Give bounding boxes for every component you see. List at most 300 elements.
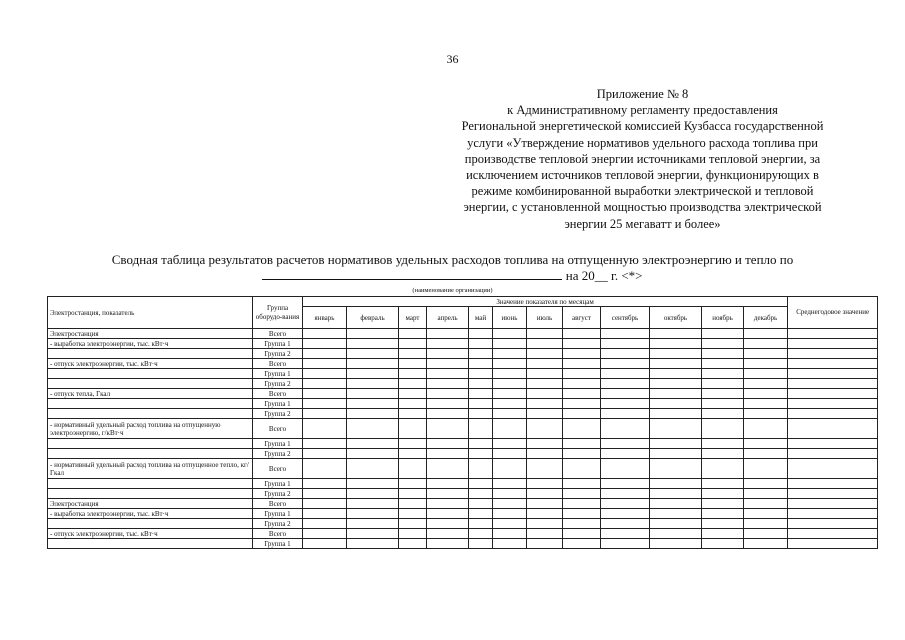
month-value-cell bbox=[527, 489, 563, 499]
average-value-cell bbox=[788, 359, 878, 369]
table-row bbox=[48, 489, 878, 499]
month-value-cell bbox=[744, 499, 788, 509]
indicator-cell bbox=[48, 479, 253, 489]
month-value-cell bbox=[493, 359, 527, 369]
table-row bbox=[48, 509, 878, 519]
table-row bbox=[48, 419, 878, 439]
month-value-cell bbox=[744, 489, 788, 499]
header-month: октябрь bbox=[650, 307, 702, 329]
month-value-cell bbox=[427, 509, 469, 519]
month-value-cell bbox=[399, 439, 427, 449]
appendix-line: Приложение № 8 bbox=[596, 87, 689, 101]
month-value-cell bbox=[563, 339, 601, 349]
month-value-cell bbox=[427, 329, 469, 339]
month-value-cell bbox=[347, 519, 399, 529]
month-value-cell bbox=[427, 409, 469, 419]
appendix-header bbox=[420, 86, 865, 232]
month-value-cell bbox=[469, 439, 493, 449]
month-value-cell bbox=[303, 369, 347, 379]
month-value-cell bbox=[601, 409, 650, 419]
average-value-cell bbox=[788, 339, 878, 349]
header-month: июль bbox=[527, 307, 563, 329]
month-value-cell bbox=[744, 399, 788, 409]
group-cell: Группа 1 bbox=[253, 479, 303, 489]
month-value-cell bbox=[493, 449, 527, 459]
month-value-cell bbox=[493, 509, 527, 519]
month-value-cell bbox=[702, 439, 744, 449]
group-cell: Группа 2 bbox=[253, 489, 303, 499]
month-value-cell bbox=[601, 339, 650, 349]
month-value-cell bbox=[399, 359, 427, 369]
month-value-cell bbox=[399, 329, 427, 339]
month-value-cell bbox=[650, 539, 702, 549]
month-value-cell bbox=[347, 459, 399, 479]
month-value-cell bbox=[650, 489, 702, 499]
month-value-cell bbox=[469, 339, 493, 349]
appendix-line: исключением источников тепловой энергии, функционирующих в bbox=[466, 168, 819, 183]
month-value-cell bbox=[744, 479, 788, 489]
month-value-cell bbox=[650, 339, 702, 349]
month-value-cell bbox=[427, 499, 469, 509]
month-value-cell bbox=[527, 439, 563, 449]
month-value-cell bbox=[347, 329, 399, 339]
month-value-cell bbox=[493, 379, 527, 389]
month-value-cell bbox=[399, 519, 427, 529]
average-value-cell bbox=[788, 489, 878, 499]
month-value-cell bbox=[347, 409, 399, 419]
month-value-cell bbox=[563, 449, 601, 459]
month-value-cell bbox=[347, 439, 399, 449]
month-value-cell bbox=[563, 409, 601, 419]
month-value-cell bbox=[702, 449, 744, 459]
month-value-cell bbox=[702, 519, 744, 529]
month-value-cell bbox=[427, 539, 469, 549]
month-value-cell bbox=[427, 529, 469, 539]
indicator-cell bbox=[48, 449, 253, 459]
month-value-cell bbox=[527, 419, 563, 439]
indicator-cell: - отпуск электроэнергии, тыс. кВт·ч bbox=[48, 529, 253, 539]
month-value-cell bbox=[493, 369, 527, 379]
month-value-cell bbox=[702, 339, 744, 349]
month-value-cell bbox=[493, 479, 527, 489]
month-value-cell bbox=[427, 339, 469, 349]
header-month: сентябрь bbox=[601, 307, 650, 329]
month-value-cell bbox=[601, 349, 650, 359]
month-value-cell bbox=[469, 449, 493, 459]
month-value-cell bbox=[702, 479, 744, 489]
month-value-cell bbox=[399, 389, 427, 399]
indicator-cell bbox=[48, 439, 253, 449]
month-value-cell bbox=[399, 409, 427, 419]
group-cell: Группа 2 bbox=[253, 379, 303, 389]
indicator-cell bbox=[48, 369, 253, 379]
month-value-cell bbox=[601, 499, 650, 509]
month-value-cell bbox=[527, 359, 563, 369]
month-value-cell bbox=[347, 449, 399, 459]
indicator-cell: - выработка электроэнергии, тыс. кВт·ч bbox=[48, 509, 253, 519]
header-average: Среднегодовое значение bbox=[788, 297, 878, 329]
month-value-cell bbox=[347, 489, 399, 499]
month-value-cell bbox=[303, 439, 347, 449]
month-value-cell bbox=[493, 349, 527, 359]
month-value-cell bbox=[702, 499, 744, 509]
month-value-cell bbox=[427, 359, 469, 369]
average-value-cell bbox=[788, 519, 878, 529]
header-month: март bbox=[399, 307, 427, 329]
group-cell: Всего bbox=[253, 389, 303, 399]
indicator-cell bbox=[48, 539, 253, 549]
month-value-cell bbox=[399, 349, 427, 359]
month-value-cell bbox=[527, 529, 563, 539]
month-value-cell bbox=[527, 509, 563, 519]
table-row bbox=[48, 349, 878, 359]
month-value-cell bbox=[744, 509, 788, 519]
month-value-cell bbox=[601, 399, 650, 409]
group-cell: Группа 2 bbox=[253, 349, 303, 359]
month-value-cell bbox=[469, 509, 493, 519]
month-value-cell bbox=[493, 499, 527, 509]
month-value-cell bbox=[563, 459, 601, 479]
table-row bbox=[48, 529, 878, 539]
table-row bbox=[48, 329, 878, 339]
table-row bbox=[48, 409, 878, 419]
month-value-cell bbox=[744, 369, 788, 379]
month-value-cell bbox=[303, 499, 347, 509]
header-month: февраль bbox=[347, 307, 399, 329]
month-value-cell bbox=[702, 459, 744, 479]
month-value-cell bbox=[469, 379, 493, 389]
month-value-cell bbox=[303, 519, 347, 529]
month-value-cell bbox=[744, 389, 788, 399]
month-value-cell bbox=[702, 419, 744, 439]
month-value-cell bbox=[469, 479, 493, 489]
month-value-cell bbox=[303, 479, 347, 489]
average-value-cell bbox=[788, 499, 878, 509]
month-value-cell bbox=[469, 459, 493, 479]
month-value-cell bbox=[399, 369, 427, 379]
group-cell: Группа 1 bbox=[253, 339, 303, 349]
month-value-cell bbox=[399, 459, 427, 479]
month-value-cell bbox=[527, 329, 563, 339]
month-value-cell bbox=[650, 509, 702, 519]
month-value-cell bbox=[427, 399, 469, 409]
table-row bbox=[48, 519, 878, 529]
month-value-cell bbox=[601, 459, 650, 479]
month-value-cell bbox=[399, 419, 427, 439]
month-value-cell bbox=[469, 329, 493, 339]
month-value-cell bbox=[493, 329, 527, 339]
month-value-cell bbox=[563, 489, 601, 499]
table-title-year: на 20__ г. <*> bbox=[565, 268, 643, 283]
month-value-cell bbox=[650, 419, 702, 439]
month-value-cell bbox=[650, 329, 702, 339]
month-value-cell bbox=[744, 329, 788, 339]
month-value-cell bbox=[347, 509, 399, 519]
header-month: август bbox=[563, 307, 601, 329]
month-value-cell bbox=[744, 449, 788, 459]
month-value-cell bbox=[744, 539, 788, 549]
month-value-cell bbox=[527, 389, 563, 399]
month-value-cell bbox=[347, 539, 399, 549]
group-cell: Группа 1 bbox=[253, 509, 303, 519]
header-month: июнь bbox=[493, 307, 527, 329]
month-value-cell bbox=[399, 479, 427, 489]
month-value-cell bbox=[493, 459, 527, 479]
month-value-cell bbox=[303, 379, 347, 389]
month-value-cell bbox=[744, 339, 788, 349]
month-value-cell bbox=[650, 519, 702, 529]
month-value-cell bbox=[744, 349, 788, 359]
month-value-cell bbox=[563, 329, 601, 339]
table-title-line2 bbox=[0, 268, 905, 284]
table-title bbox=[0, 252, 905, 284]
month-value-cell bbox=[303, 389, 347, 399]
month-value-cell bbox=[493, 539, 527, 549]
month-value-cell bbox=[563, 509, 601, 519]
header-indicator: Электростанция, показатель bbox=[48, 297, 253, 329]
header-month: декабрь bbox=[744, 307, 788, 329]
indicator-cell: - нормативный удельный расход топлива на отпущенную электроэнергию, г/кВт·ч bbox=[48, 419, 253, 439]
header-month: май bbox=[469, 307, 493, 329]
month-value-cell bbox=[399, 449, 427, 459]
month-value-cell bbox=[650, 439, 702, 449]
group-cell: Всего bbox=[253, 459, 303, 479]
table-row bbox=[48, 539, 878, 549]
group-cell: Группа 1 bbox=[253, 439, 303, 449]
group-cell: Группа 2 bbox=[253, 409, 303, 419]
month-value-cell bbox=[702, 489, 744, 499]
table-row bbox=[48, 339, 878, 349]
month-value-cell bbox=[347, 499, 399, 509]
average-value-cell bbox=[788, 449, 878, 459]
month-value-cell bbox=[303, 529, 347, 539]
month-value-cell bbox=[650, 359, 702, 369]
average-value-cell bbox=[788, 389, 878, 399]
month-value-cell bbox=[650, 409, 702, 419]
group-cell: Всего bbox=[253, 329, 303, 339]
month-value-cell bbox=[493, 439, 527, 449]
month-value-cell bbox=[650, 529, 702, 539]
month-value-cell bbox=[601, 539, 650, 549]
month-value-cell bbox=[650, 459, 702, 479]
month-value-cell bbox=[303, 419, 347, 439]
month-value-cell bbox=[744, 409, 788, 419]
month-value-cell bbox=[601, 489, 650, 499]
month-value-cell bbox=[563, 349, 601, 359]
average-value-cell bbox=[788, 379, 878, 389]
month-value-cell bbox=[601, 419, 650, 439]
month-value-cell bbox=[303, 449, 347, 459]
header-group: Группа оборудо-вания bbox=[253, 297, 303, 329]
group-cell: Всего bbox=[253, 529, 303, 539]
month-value-cell bbox=[601, 329, 650, 339]
table-title-line1: Сводная таблица результатов расчетов нормативов удельных расходов топлива на отпущенную электроэнергию и тепло по bbox=[111, 252, 794, 267]
header-month: апрель bbox=[427, 307, 469, 329]
month-value-cell bbox=[347, 389, 399, 399]
month-value-cell bbox=[427, 439, 469, 449]
month-value-cell bbox=[563, 499, 601, 509]
month-value-cell bbox=[303, 399, 347, 409]
month-value-cell bbox=[493, 489, 527, 499]
month-value-cell bbox=[399, 499, 427, 509]
month-value-cell bbox=[527, 399, 563, 409]
month-value-cell bbox=[347, 339, 399, 349]
month-value-cell bbox=[563, 359, 601, 369]
month-value-cell bbox=[563, 419, 601, 439]
month-value-cell bbox=[527, 499, 563, 509]
month-value-cell bbox=[702, 389, 744, 399]
indicator-cell: - нормативный удельный расход топлива на отпущенное тепло, кг/Гкал bbox=[48, 459, 253, 479]
month-value-cell bbox=[563, 389, 601, 399]
average-value-cell bbox=[788, 509, 878, 519]
header-months: Значение показателя по месяцам bbox=[303, 297, 788, 307]
month-value-cell bbox=[702, 539, 744, 549]
summary-table bbox=[47, 296, 878, 549]
month-value-cell bbox=[347, 399, 399, 409]
month-value-cell bbox=[702, 379, 744, 389]
month-value-cell bbox=[563, 529, 601, 539]
average-value-cell bbox=[788, 539, 878, 549]
month-value-cell bbox=[650, 389, 702, 399]
month-value-cell bbox=[527, 449, 563, 459]
appendix-line: режиме комбинированной выработки электрической и тепловой bbox=[471, 184, 814, 199]
month-value-cell bbox=[601, 519, 650, 529]
month-value-cell bbox=[744, 359, 788, 369]
month-value-cell bbox=[469, 399, 493, 409]
month-value-cell bbox=[469, 539, 493, 549]
month-value-cell bbox=[493, 339, 527, 349]
table-row bbox=[48, 499, 878, 509]
table-row bbox=[48, 459, 878, 479]
group-cell: Группа 1 bbox=[253, 369, 303, 379]
month-value-cell bbox=[303, 459, 347, 479]
group-cell: Всего bbox=[253, 419, 303, 439]
month-value-cell bbox=[493, 529, 527, 539]
month-value-cell bbox=[563, 379, 601, 389]
month-value-cell bbox=[469, 529, 493, 539]
indicator-cell bbox=[48, 349, 253, 359]
month-value-cell bbox=[427, 349, 469, 359]
indicator-cell: - отпуск тепла, Гкал bbox=[48, 389, 253, 399]
month-value-cell bbox=[427, 459, 469, 479]
month-value-cell bbox=[399, 489, 427, 499]
month-value-cell bbox=[303, 409, 347, 419]
month-value-cell bbox=[427, 479, 469, 489]
month-value-cell bbox=[469, 409, 493, 419]
month-value-cell bbox=[399, 379, 427, 389]
month-value-cell bbox=[427, 369, 469, 379]
average-value-cell bbox=[788, 479, 878, 489]
average-value-cell bbox=[788, 349, 878, 359]
month-value-cell bbox=[702, 369, 744, 379]
month-value-cell bbox=[303, 509, 347, 519]
table-row bbox=[48, 399, 878, 409]
month-value-cell bbox=[493, 399, 527, 409]
month-value-cell bbox=[427, 519, 469, 529]
month-value-cell bbox=[527, 479, 563, 489]
month-value-cell bbox=[702, 399, 744, 409]
indicator-cell bbox=[48, 409, 253, 419]
average-value-cell bbox=[788, 329, 878, 339]
month-value-cell bbox=[527, 379, 563, 389]
month-value-cell bbox=[563, 519, 601, 529]
month-value-cell bbox=[744, 529, 788, 539]
month-value-cell bbox=[527, 459, 563, 479]
month-value-cell bbox=[702, 529, 744, 539]
table-row bbox=[48, 439, 878, 449]
month-value-cell bbox=[469, 389, 493, 399]
month-value-cell bbox=[650, 379, 702, 389]
month-value-cell bbox=[303, 339, 347, 349]
appendix-line: энергии, с установленной мощностью производства электрической bbox=[463, 200, 822, 215]
month-value-cell bbox=[469, 519, 493, 529]
month-value-cell bbox=[399, 509, 427, 519]
organization-blank bbox=[262, 268, 562, 280]
month-value-cell bbox=[303, 329, 347, 339]
month-value-cell bbox=[601, 439, 650, 449]
table-row bbox=[48, 379, 878, 389]
header-month: ноябрь bbox=[702, 307, 744, 329]
month-value-cell bbox=[702, 409, 744, 419]
month-value-cell bbox=[399, 539, 427, 549]
month-value-cell bbox=[303, 359, 347, 369]
month-value-cell bbox=[399, 339, 427, 349]
month-value-cell bbox=[702, 359, 744, 369]
month-value-cell bbox=[399, 529, 427, 539]
month-value-cell bbox=[563, 369, 601, 379]
month-value-cell bbox=[427, 449, 469, 459]
month-value-cell bbox=[303, 489, 347, 499]
month-value-cell bbox=[601, 369, 650, 379]
month-value-cell bbox=[427, 379, 469, 389]
appendix-line: Региональной энергетической комиссией Кузбасса государственной bbox=[461, 119, 824, 134]
average-value-cell bbox=[788, 399, 878, 409]
table-row bbox=[48, 369, 878, 379]
indicator-cell bbox=[48, 489, 253, 499]
month-value-cell bbox=[399, 399, 427, 409]
table-row bbox=[48, 359, 878, 369]
indicator-cell: - выработка электроэнергии, тыс. кВт·ч bbox=[48, 339, 253, 349]
average-value-cell bbox=[788, 369, 878, 379]
table-row bbox=[48, 389, 878, 399]
appendix-line: производстве тепловой энергии источниками тепловой энергии, за bbox=[464, 151, 821, 166]
month-value-cell bbox=[744, 519, 788, 529]
month-value-cell bbox=[702, 509, 744, 519]
month-value-cell bbox=[427, 389, 469, 399]
month-value-cell bbox=[469, 489, 493, 499]
month-value-cell bbox=[744, 379, 788, 389]
header-month: январь bbox=[303, 307, 347, 329]
month-value-cell bbox=[601, 449, 650, 459]
appendix-line: к Административному регламенту предоставления bbox=[507, 103, 778, 118]
month-value-cell bbox=[347, 379, 399, 389]
month-value-cell bbox=[650, 449, 702, 459]
month-value-cell bbox=[469, 369, 493, 379]
month-value-cell bbox=[744, 419, 788, 439]
month-value-cell bbox=[347, 419, 399, 439]
month-value-cell bbox=[469, 359, 493, 369]
month-value-cell bbox=[601, 359, 650, 369]
table-row bbox=[48, 449, 878, 459]
month-value-cell bbox=[347, 529, 399, 539]
indicator-cell bbox=[48, 379, 253, 389]
month-value-cell bbox=[303, 349, 347, 359]
indicator-cell: - отпуск электроэнергии, тыс. кВт·ч bbox=[48, 359, 253, 369]
month-value-cell bbox=[601, 379, 650, 389]
average-value-cell bbox=[788, 409, 878, 419]
month-value-cell bbox=[527, 339, 563, 349]
month-value-cell bbox=[527, 539, 563, 549]
